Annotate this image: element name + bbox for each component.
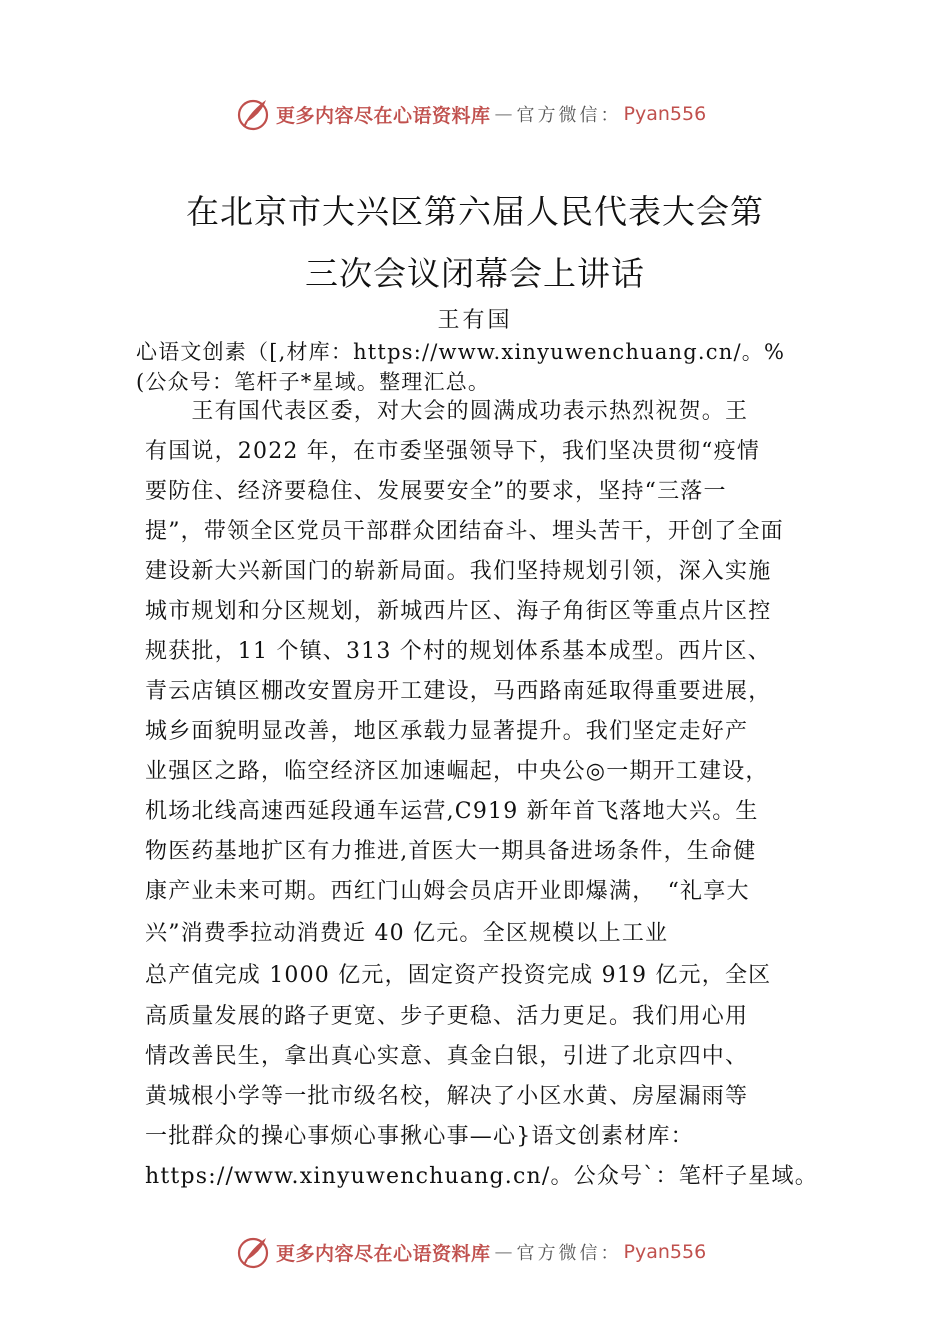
body-line: 王有国代表区委，对大会的圆满成功表示热烈祝贺。王 xyxy=(145,399,749,424)
body-line: https://www.xinyuwenchuang.cn/。公众号`：笔杆子星域。 xyxy=(145,1164,818,1189)
body-line: 黄城根小学等一批市级名校，解决了小区水黄、房屋漏雨等 xyxy=(145,1084,749,1109)
document-title-line-2: 三次会议闭幕会上讲话 xyxy=(305,254,645,293)
body-line: 一批群众的操心事烦心事揪心事—心}语文创素材库： xyxy=(145,1124,694,1149)
banner-wechat-label: 官方微信： xyxy=(516,105,622,126)
body-line: 提”，带领全区党员干部群众团结奋斗、埋头苦干，开创了全面 xyxy=(145,519,784,544)
banner-dash: — xyxy=(494,1241,513,1263)
footer-banner xyxy=(0,1232,950,1272)
body-line: 城乡面貌明显改善，地区承载力显著提升。我们坚定走好产 xyxy=(145,719,749,744)
document-title-line-1: 在北京市大兴区第六届人民代表大会第 xyxy=(186,192,764,231)
body-line: 城市规划和分区规划，新城西片区、海子角街区等重点片区控 xyxy=(145,599,772,624)
body-line: 机场北线高速西延段通车运营,C919 新年首飞落地大兴。生 xyxy=(145,799,759,824)
body-line: 业强区之路，临空经济区加速崛起，中央公◎一期开工建设， xyxy=(145,759,769,784)
banner-slogan: 更多内容尽在心语资料库 xyxy=(276,1242,491,1265)
banner-dash: — xyxy=(494,103,513,125)
body-line: 要防住、经济要稳住、发展要安全”的要求，坚持“三落一 xyxy=(145,479,727,504)
body-line: 高质量发展的路子更宽、步子更稳、活力更足。我们用心用 xyxy=(145,1004,749,1029)
header-banner xyxy=(0,94,950,134)
body-line: 青云店镇区棚改安置房开工建设，马西路南延取得重要进展， xyxy=(145,679,772,704)
banner-content xyxy=(236,1232,706,1272)
source-line: (公众号：笔杆子*星域。整理汇总。 xyxy=(136,370,491,394)
body-line: 物医药基地扩区有力推进,首医大一期具备进场条件，生命健 xyxy=(145,839,757,864)
body-line: 情改善民生，拿出真心实意、真金白银，引进了北京四中、 xyxy=(145,1044,749,1069)
body-line: 有国说，2022 年，在市委坚强领导下，我们坚决贯彻“疫情 xyxy=(145,439,761,464)
body-line: 总产值完成 1000 亿元，固定资产投资完成 919 亿元，全区 xyxy=(145,963,772,988)
banner-wechat-label: 官方微信： xyxy=(516,1243,622,1264)
body-line: 康产业未来可期。西红门山姆会员店开业即爆满， “礼享大 xyxy=(145,879,750,904)
body-line: 规获批，11 个镇、313 个村的规划体系基本成型。西片区、 xyxy=(145,639,771,664)
quill-logo-icon xyxy=(236,96,272,132)
banner-wechat-id: Pyan556 xyxy=(623,1241,707,1263)
body-line: 兴”消费季拉动消费近 40 亿元。全区规模以上工业 xyxy=(145,921,669,946)
banner-wechat-id: Pyan556 xyxy=(623,103,707,125)
banner-content xyxy=(236,94,706,134)
body-line: 建设新大兴新国门的崭新局面。我们坚持规划引领，深入实施 xyxy=(145,559,772,584)
source-line: 心语文创素（[,材库：https://www.xinyuwenchuang.cn/。% xyxy=(136,340,786,364)
document-author: 王有国 xyxy=(437,308,513,333)
quill-logo-icon xyxy=(236,1234,272,1270)
banner-slogan: 更多内容尽在心语资料库 xyxy=(276,104,491,127)
